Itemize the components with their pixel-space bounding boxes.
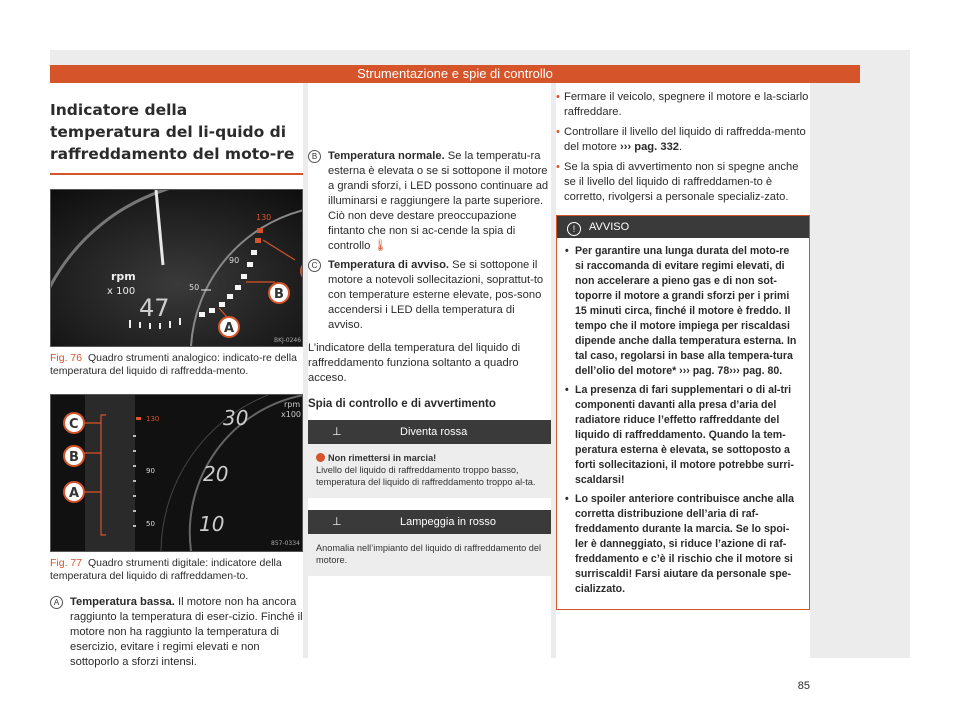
coolant-icon: ⊥	[332, 516, 342, 528]
fig77-20-label: 20	[203, 462, 229, 486]
fig77-30-label: 30	[223, 406, 249, 430]
bullet-2	[556, 125, 810, 155]
thermometer-icon: 🌡	[373, 240, 388, 252]
item-c-body: Se si sottopone il motore a notevoli sollecitazioni, soprattut-to con temperature esterne elevate, pos-sono accendersi i LED della temperatura di avviso.	[328, 259, 544, 331]
bullet-2-text: Controllare il livello del liquido di raffredda-mento del motore	[564, 126, 806, 153]
fig77-90-label: 90	[146, 467, 155, 475]
digital-cluster-image	[51, 395, 303, 551]
bullet-3: • Se la spia di avvertimento non si spegne anche se il livello del liquido di raffreddamen-to è corretto, rivolgersi a personale specializ-zato.	[556, 160, 810, 205]
avviso-header	[557, 216, 809, 238]
warning-box-red	[308, 420, 551, 498]
warning-box-blink-header	[308, 510, 551, 534]
warning-box-red-subtitle: Non rimettersi in marcia!	[328, 453, 437, 463]
fig77-label-c: C	[69, 417, 79, 432]
figure-77	[50, 394, 303, 552]
item-c	[308, 258, 551, 333]
fig76-50-label: 50	[189, 283, 200, 292]
warning-box-red-text: Livello del liquido di raffreddamento troppo basso, temperatura del liquido di raffreddamento troppo al-ta.	[316, 465, 536, 487]
fig77-50-label: 50	[146, 520, 155, 528]
figure-76-caption-text: Quadro strumenti analogico: indicato-re della temperatura del liquido di raffredda-mento.	[50, 352, 297, 377]
fig77-130-label: 130	[146, 415, 160, 423]
figure-77-caption-text: Quadro strumenti digitale: indicatore della temperatura del liquido di raffreddamen-to.	[50, 557, 282, 582]
figure-77-caption	[50, 557, 303, 583]
fig76-label-a: A	[224, 321, 235, 336]
warning-box-blink-title: Lampeggia in rosso	[400, 516, 497, 528]
warning-box-blink	[308, 510, 551, 576]
avviso-title: AVVISO	[589, 221, 630, 233]
column-left	[50, 83, 303, 708]
fig77-label-a: A	[69, 486, 80, 501]
item-c-marker: C	[308, 259, 321, 272]
page-number: 85	[797, 680, 810, 692]
item-a	[50, 595, 303, 670]
figure-76-number: Fig. 76	[50, 352, 83, 364]
item-b-title: Temperatura normale.	[328, 150, 445, 162]
section-title: Indicatore della temperatura del li-quido di raffreddamento del moto-re	[50, 101, 295, 163]
bullet-2-end: .	[679, 141, 683, 153]
bullet-1: • Fermare il veicolo, spegnere il motore e la-sciarlo raffreddare.	[556, 90, 810, 120]
subheading: Spia di controllo e di avvertimento	[308, 398, 496, 410]
item-b-body: Se la temperatu-ra esterna è elevata o se si sottopone il motore a grandi sforzi, i LED possono continuare ad illuminarsi e raggiungere la parte superiore. Ciò non deve destare preoccupazione fintanto che non si ac-cende la spia di controllo	[328, 150, 549, 252]
item-a-marker: A	[50, 596, 63, 609]
analog-cluster-image	[51, 190, 303, 346]
chapter-header: Strumentazione e spie di controllo	[50, 65, 860, 83]
fig77-label-b: B	[69, 450, 79, 465]
item-a-body: Il motore non ha ancora raggiunto la temperatura di eser-cizio. Finché il motore non ha raggiunto la temperatura di esercizio, evitare i regimi elevati e non sottoporlo a sforzi intensi.	[70, 596, 303, 668]
bullet-2-link[interactable]: ››› pag. 332	[619, 141, 680, 153]
figure-76	[50, 189, 303, 347]
avviso-box	[556, 215, 810, 610]
info-icon: !	[567, 222, 581, 236]
fig76-label-b: B	[274, 287, 284, 302]
item-b-marker: B	[308, 150, 321, 163]
item-a-title: Temperatura bassa.	[70, 596, 175, 608]
figure-77-number: Fig. 77	[50, 557, 83, 569]
fig76-rpm-label: rpm	[111, 270, 136, 283]
fig77-code: 857-0334	[271, 540, 300, 547]
fig76-x100-label: x 100	[107, 286, 136, 297]
column-middle	[308, 83, 551, 708]
title-rule	[50, 173, 303, 175]
fig76-number: 47	[139, 294, 170, 322]
figure-76-caption	[50, 352, 303, 378]
avviso-bullet-3: • Lo spoiler anteriore contribuisce anche alla corretta distribuzione dell’aria di raf-freddamento durante la marcia. Se lo spoi-ler è danneggiato, si riduce l’azione di raf-freddamento e c’è il rischio che il motore si surriscaldi! Farsi aiutare da personale spe-cializzato.	[565, 492, 801, 597]
warning-box-blink-body: Anomalia nell’impianto del liquido di raffreddamento del motore.	[316, 543, 542, 565]
warning-box-red-title: Diventa rossa	[400, 426, 468, 438]
stop-icon	[316, 453, 325, 462]
warning-box-red-header	[308, 420, 551, 444]
fig77-10-label: 10	[199, 512, 225, 536]
fig76-90-label: 90	[229, 256, 240, 265]
fig77-rpm-label: rpm	[284, 400, 301, 409]
coolant-icon: ⊥	[332, 426, 342, 438]
column-right	[556, 83, 810, 708]
fig76-130-label: 130	[256, 213, 272, 222]
avviso-body	[557, 238, 809, 609]
warning-box-red-body	[308, 444, 551, 498]
fig77-x100-label: x100	[281, 410, 302, 419]
info-paragraph: L’indicatore della temperatura del liquido di raffreddamento funziona soltanto a quadro acceso.	[308, 342, 521, 384]
item-c-title: Temperatura di avviso.	[328, 259, 450, 271]
avviso-bullet-2: • La presenza di fari supplementari o di al-tri componenti davanti alla presa d’aria del radiatore riduce l’effetto raffreddante del liquido di raffreddamento. Quando la tem-peratura esterna è elevata, se sottoposto a forti sollecitazioni, il motore potrebbe surri-scaldarsi!	[565, 383, 801, 488]
avviso-bullet-1: • Per garantire una lunga durata del moto-re si raccomanda di evitare regimi elevati, di non accelerare a pieno gas e di non sot-toporre il motore a grandi sforzi per i primi 15 minuti circa, finché il motore è freddo. Il tempo che il motore impiega per riscaldasi dipende anche dalla temperatura esterna. In tal caso, regolarsi in base alla tempera-tura dell’olio del motore* ››› pag. 78››› pag. 80.	[565, 244, 801, 379]
fig76-code: BKJ-0246	[274, 337, 302, 344]
item-a-continuation	[308, 85, 551, 145]
item-b	[308, 149, 551, 254]
